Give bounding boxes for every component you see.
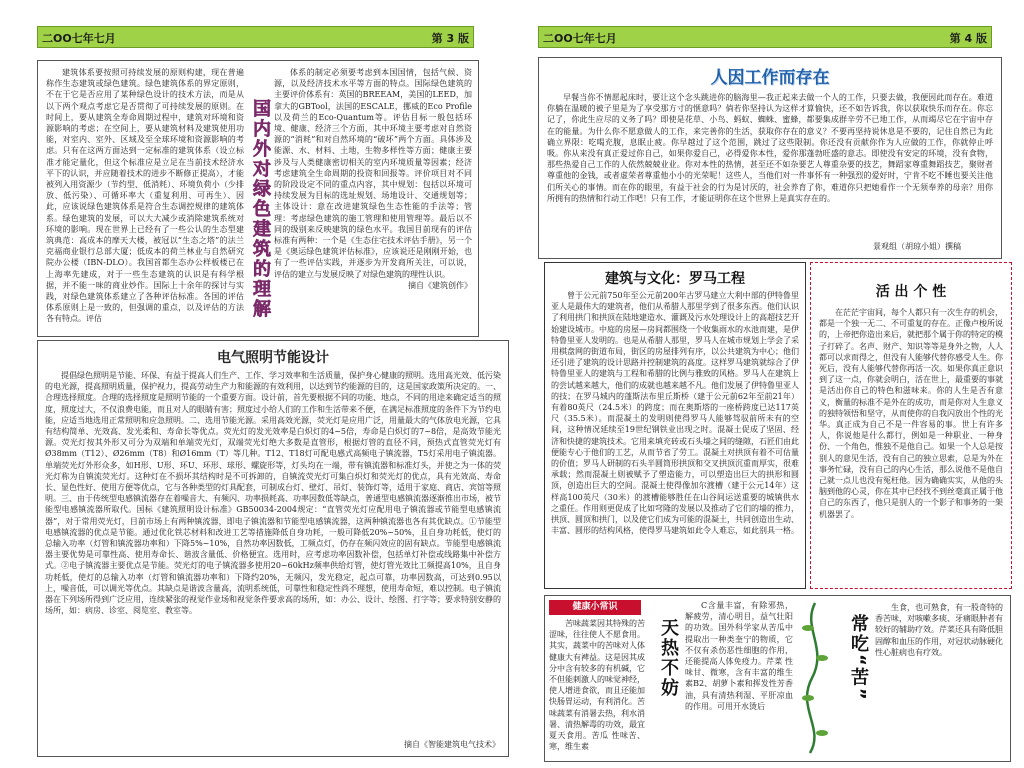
- green-building-article: [37, 60, 479, 337]
- green-building-col-1: [46, 67, 244, 329]
- health-vertical-title: 天热不妨: [658, 618, 679, 698]
- work-author: 景观组（胡琼小姐）撰稿: [873, 242, 961, 251]
- health-article: [544, 595, 1011, 762]
- roman-title: 建筑与文化：罗马工程: [605, 271, 745, 287]
- lighting-article: [37, 340, 509, 757]
- individuality-text: 在茫茫宇宙间，每个人都只有一次生存的机会，都是一个独一无二、不可重复的存在。正像卢梭所说的，上帝把你造出来后，就把那个属于你的特定的模子打碎了。名声、财产、知识等等是身外之物，人人都可以求而得之，但没有人能够代替你感受人生。你死后，没有人能够代替你再活一次。如果你真正意识到了这一点，你就会明白，活在世上，最重要的事就是活出你自己的特色和滋味来。你的人生是否有意义，衡量的标准不是外在的成功，而是你对人生意义的独特领悟和坚守，从而使你的自我闪放出个性的光华。真正成为自己不是一件容易的事。世上有许多人，你说他是什么都行，例如是一种职业、一种身份、一个角色，惟独不是他自己。如果一个人总是按别人的意见生活，没有自己的独立思索，总是为外在事务忙碌，没有自己的内心生活，那么说他不是他自己就一点儿也没有冤枉他。因为确确实实，从他的头脑到他的心灵，你在其中已经找不到丝毫真正属于他自己的东西了，他只是别人的一个影子和事务的一架机器罢了。: [819, 308, 1003, 519]
- roman-article: [544, 262, 806, 589]
- lighting-body: [38, 367, 508, 722]
- roman-text: 曾于公元前750年至公元前200年古罗马建立大利中部的伊特鲁里亚人是最伟大的建筑者，他们从希腊人那里学到了很多东西。他们认识了利用拱门和拱顶在陆地建造水、灌溉及污水处理设计上的高超技艺开始建设城市。中庭的房屋—房间都围绕一个收集雨水的水池而建，是伊特鲁里亚人发明的。也是从希腊人那里，罗马人在城市规划上学会了采用棋盘网的街道布局，街区的房屋排列有序，以公共建筑为中心；他们还引进了建筑的设计思路并控制建筑的高度。这样罗马建筑就综合了伊特鲁里亚人的建筑与工程和希腊的比例与雅致的风格。罗马人在建筑上的尝试越来越大，他们的成就也越来越不凡。他们发展了伊特鲁里亚人的技；在罗马城内的蓬斯法布里丘斯桥（建于公元前62年至前21年）有着80英尺（24.5米）的跨度；而在奥斯塔的一座桥跨度已达117英尺（35.5米）。而混凝土的发明则使得罗马人能够驾驭前所未有的空间，这种情况延续至19世纪钢铁业出现之时。混凝土促成了坚固、经济和快捷的建筑技术。它用来填充砖或石头墙之间的缝隙，石匠们由此便能专心于他们的工艺，从而节省了劳工。混凝土对拱顶有着不可估量的价值；罗马人研制的石头半圆筒形拱顶和交叉拱顶沉重而厚实，很难承载；然而混凝土则被赋予了塑造能力，可以塑造出巨大的拱形和圆顶，创造出巨大的空间。混凝土使得像加尔渡槽（建于公元14年）这样高100英尺（30米）的渡槽能够胜任在山谷间运送重要的城镇供水之重任。作用则更促成了比如穹隆的发展以及推动了它们的墙的推力，拱顶、圆顶和拱门，以及使它们成为可能的混凝土，共同创造出生动、丰富、圆形的结构风格，使得罗马建筑如此令人难忘，如此别具一格。: [551, 291, 799, 536]
- green-building-text-2: 体系的制定必须要考虑到本国国情，包括气候、资源，以及经济技术水平等方面的特点。国际绿色建筑的主要评价体系有：英国的BREEAM，美国的LEED，加拿大的GBTool，法国的ESCALE，挪威的Eco Profile以及荷兰的Eco-Quantum等。评估目标一般包括环境、健康、经济三个方面，其中环境主要考虑对自然资源的“消耗”和对自然环境的“破坏”两个方面。具体涉及能源、水、材料、土地，生物多样性等方面；健康主要涉及与人类健康密切相关的室内环境质量等因素；经济考虑建筑全生命周期的投资和回报等。评价项目对不同的阶段设定不同的重点内容，其中规划：包括以环境可持续发展为目标的选址规划、场地设计、交通规划等；主体设计：意在改进建筑绿色生态性能的手法等；管理：考虑绿色建筑的施工管理和使用管理等。最后以不同的级别来反映建筑的绿色水平。我国目前现有的评估标准有两种：一个是《生态住宅技术评估手册》，另一个是《奥运绿色建筑评估标准》，应该说还是刚刚开始，也有了一些评估实践，并逐步为开发商所关注，可以说，评估的建立与发展反映了对绿色建筑的理性认识。: [274, 68, 472, 279]
- roman-body: [545, 288, 805, 589]
- page-3-header-bar: [37, 26, 474, 48]
- work-body: [539, 88, 1001, 242]
- health-vertical-title-2: 常吃“苦”: [848, 614, 869, 702]
- vine-decoration-icon: [800, 598, 830, 758]
- lighting-author: 摘自《智能建筑电气技术》: [404, 740, 500, 749]
- issue-date: 二OO七年七月: [42, 32, 116, 45]
- individuality-title: 活 出 个 性: [875, 284, 947, 300]
- issue-date: 二OO七年七月: [543, 32, 617, 45]
- page-4: [512, 0, 1024, 768]
- individuality-article: [810, 262, 1012, 589]
- health-text-2: C含量丰富，有除邪热，解疲劳，清心明目，益气壮阳的功效。国外科学家从苦瓜中提取出一种类奎宁的物质，它不仅有杀伤恶性细胞的作用，还能提高人体免疫力。芹菜 性味甘、微寒，含有丰富的维生素B2、胡萝卜素和挥发性芳香油，具有清热利湿、平肝凉血的作用。可用开水烫后: [685, 601, 793, 711]
- page-3: [0, 0, 510, 768]
- green-building-col-2: [274, 67, 472, 329]
- work-title: 人因工作而存在: [710, 68, 830, 88]
- green-building-author: 摘自《建筑创作》: [408, 280, 472, 290]
- health-text-1: 苦味蔬菜因其特殊的苦涩味，往往使人不愿食用。其实，蔬菜中的苦味对人体健康大有裨益。这是因其成分中含有较多的有机碱，它不但能刺激人的味觉神经，使人增进食欲，而且还能加快肠胃运动，有利消化。苦味蔬菜有消暑去热，利水消暑、清热解毒的功效，最宜夏天食用。苦瓜 性味苦、寒，维生素: [549, 619, 645, 752]
- health-col-3: [875, 602, 1003, 752]
- page-number: 第 4 版: [949, 32, 987, 45]
- health-text-3: 生食，也可熟食，有一股奇特的香苦味，对咳嗽多痰、牙痛眼肿者有较好的辅助疗效。芹菜还具有降低胆固醇和血压的作用，对冠状动脉硬化性心脏病也有疗效。: [875, 603, 1003, 657]
- green-building-text-1: 建筑体系要按照可持续发展的原则构建，现在普遍称作生态建筑或绿色建筑。绿色建筑体系的界定原则，不在于它是否应用了某种绿色设计的技术方法，而是从以下两个观点考虑它是否贯彻了可持续发展的原则。在时间上，要从建筑全寿命周期过程中，建筑对环境和资源影响的考虑；在空间上，要从建筑材料及建筑使用功能，对室内、室外、区域及至全球环境和资源影响的考虑。只有在这两方面达到一定标准的建筑体系（设立标准才能定量化，但这个标准应是立足在当前技术经济水平下的认识，并应随着技术的进步不断修正提高），才能被列入用资源少（节约型、低消耗）、环境负荷小（少排放、低污染）、可循环率大（重复利用、可再生）、因此，应该说绿色建筑体系是符合生态调控规律的建筑体系。绿色建筑的发展，可以大大减少或消除建筑系统对环境的影响。现在世界上已经有了一些公认的生态型建筑典范：高成本的摩天大楼，被冠以“生态之塔”的法兰克福商业银行总部大厦；低成本的荷兰林业与自然研究院办公楼（IBN-DLO）。我国首都生态办公样板楼已在上海率先建成，对于一些生态建筑的认识是有科学根据，并不能一味的商业炒作。国际上十余年的探讨与实践，对绿色建筑体系建立了各种评估标准。各国的评估体系原则上是一致的，但强调的重点，以及评估的方法各有特点。评估: [46, 68, 244, 324]
- health-col-1: [549, 618, 645, 758]
- work-text: 早餐当你不情愿起床时，要让这个念头跳进你的脑海里—我正起来去做一个人的工作，只要去做，我便因此而存在。难道你躺在温暖的被子里是为了享受那方寸的惬意吗？倘若你坚持认为这样才算愉快，还不如告诉我，你以获取快乐而存在。你忘记了，你此生应尽的义务了吗？即使是花草、小鸟、蚂蚁、蜘蛛、蜜蜂，都要集成群辛劳不已地工作，从而竭尽它在宇宙中存在的能量。为什么你不愿意做人的工作，来完善你的生活，获取你存在的意义？不要再坚持说休息是不要的，记住自然已为此确立界限：吃喝充腹，息眠止疲。你早越过了这个范围，跳过了这些限制。你还没有贡献你作为人应做的工作，你就停止呼吸。你从来没有真正爱过你自己，如果你爱自己，必得爱你本性，爱你那蓬勃旺盛的意志。即使没有安定的环境，没有食物，那些热爱自己工作的人依然兢兢业业。你对本性的热情，甚至还不如杂要艺人尊重杂要的技艺，舞蹈家尊重舞蹈技艺，聚财者尊重他的金钱，或者虚荣者尊重他小小的光荣呢！这些人，当他们对一件事怀有一种强烈的爱好时，宁肯不吃不睡也要关注他们所关心的事情。而在你的眼里，有益于社会的行为是讨厌的，社会养育了你，难道你只把她看作一个无须奉养的母亲？用你所拥有的热情和行动工作吧！只有工作，才能证明你在这个世界上是真实存在的。: [547, 93, 993, 203]
- lighting-title: 电气照明节能设计: [217, 350, 329, 366]
- green-building-vertical-title: 国内外对绿色建筑的理解: [250, 99, 271, 319]
- page-4-header-bar: [538, 26, 992, 48]
- lighting-text: 提倡绿色照明是节能、环保、有益于提高人们生产、工作、学习效率和生活质量，保护身心健康的照明。选用高光效、低污染的电光源，提高照明质量，保护视力，提高劳动生产力和能源的有效利用，以达到节约能源的目的，这是国家政策所决定的。一、合理选择照度。合理的选择照度是照明节能的一个重要方面。设计前，首先要根据不同的功能、地点，不同的用途来确定适当的照度，照度过大，不仅浪费电能，而且对人的眼睛有害；照度过小给人们的工作和生活带来不便，在满足标准照度的条件下为节约电能，应适当地选用正常照明和应急照明。二、选用节能光源。采用高效光源，荧光灯是应用广泛，用量最大的气体放电光源，它具有结构简单、光效高、发光柔和、寿命长等优点。荧光灯的发光效率是白炽灯的4~5倍，寿命是白炽灯的7~8倍，是高效节能光源。荧光灯按其外形又可分为双端和单端荧光灯，双端荧光灯绝大多数是直管形，根据灯管的直径不同，预热式直管荧光灯有Ø38mm（T12）、Ø26mm（T8）和Ø16mm（T）等几种。T12、T18灯可配电感式高频电子镇流器，T5灯采用电子镇流器。单端荧光灯外形众多，如H形、U形、环U、环形、球形、螺旋形等，灯头均在一端，带有镇流器和标准灯头，并使之为一体的荧光灯称为自镇流荧光灯。这种灯在不损坏其结构时是不可拆卸的，自镇流荧光灯可集白炽灯和荧光灯的优点，具有光效高、寿命长、显色性好、使用方便等优点，它与各种类型的灯具配套，可制成台灯、壁灯、吊灯、装饰灯等，适用于家庭、商店、宾馆等照明。三、由于传统型电感镇流器存在着噪音大、有频闪、功率损耗高、功率因数低等缺点，普通型电感镇流器逐渐推出市场，被节能型电感镇流器所取代。国标《建筑照明设计标准》GB50034-2004规定：“直管荧光灯应配用电子镇流器或节能型电感镇流器”，对于常用荧光灯，目前市场上有两种镇流器，即电子镇流器和节能型电感镇流器，这两种镇流器也各有其优缺点。①节能型电感镇流器的优点是节能。通过优化铁芯材料和改进工艺等措施降低自身功耗，一般可降低20%~50%，且自身功耗低，使灯的总输入功率（灯管和镇流器功率和）下降5%~10%，自然功率因数低，工频点灯，仍存在频闪效应的固有缺点。节能型电感镇流器主要优势是可靠性高、使用寿命长、谐波含量低、价格便宜。选用时，应考虑功率因数补偿，包括单灯补偿或线路集中补偿方式。②电子镇流器主要优点是节能。荧光灯的电子镇流器多使用20~60kHz频率供给灯管，使灯管光效比工频提高10%，且自身功耗低，使灯的总输入功率（灯管和镇流器功率和）下降约20%，无频闪，发光稳定，起点可靠，功率因数高，可达到0.95以上，噪音低，可以调光等优点。其缺点是谐波含量高，流明系统低，可靠性和稳定性尚不理想，使用寿命短，难以控制。电子镇流器在下列场所得到广泛应用，连续紧张的视觉作业场和视觉条件要求高的场所，如：办公、设计、绘图、打字等；要求特别安静的场所，如：病房、诊室、阅览室、教室等。: [45, 371, 501, 616]
- work-article: [538, 57, 1002, 259]
- page-number: 第 3 版: [431, 32, 469, 45]
- health-col-2: [685, 600, 793, 758]
- health-tag: 健康小常识: [549, 600, 641, 615]
- individuality-body: [811, 301, 1011, 577]
